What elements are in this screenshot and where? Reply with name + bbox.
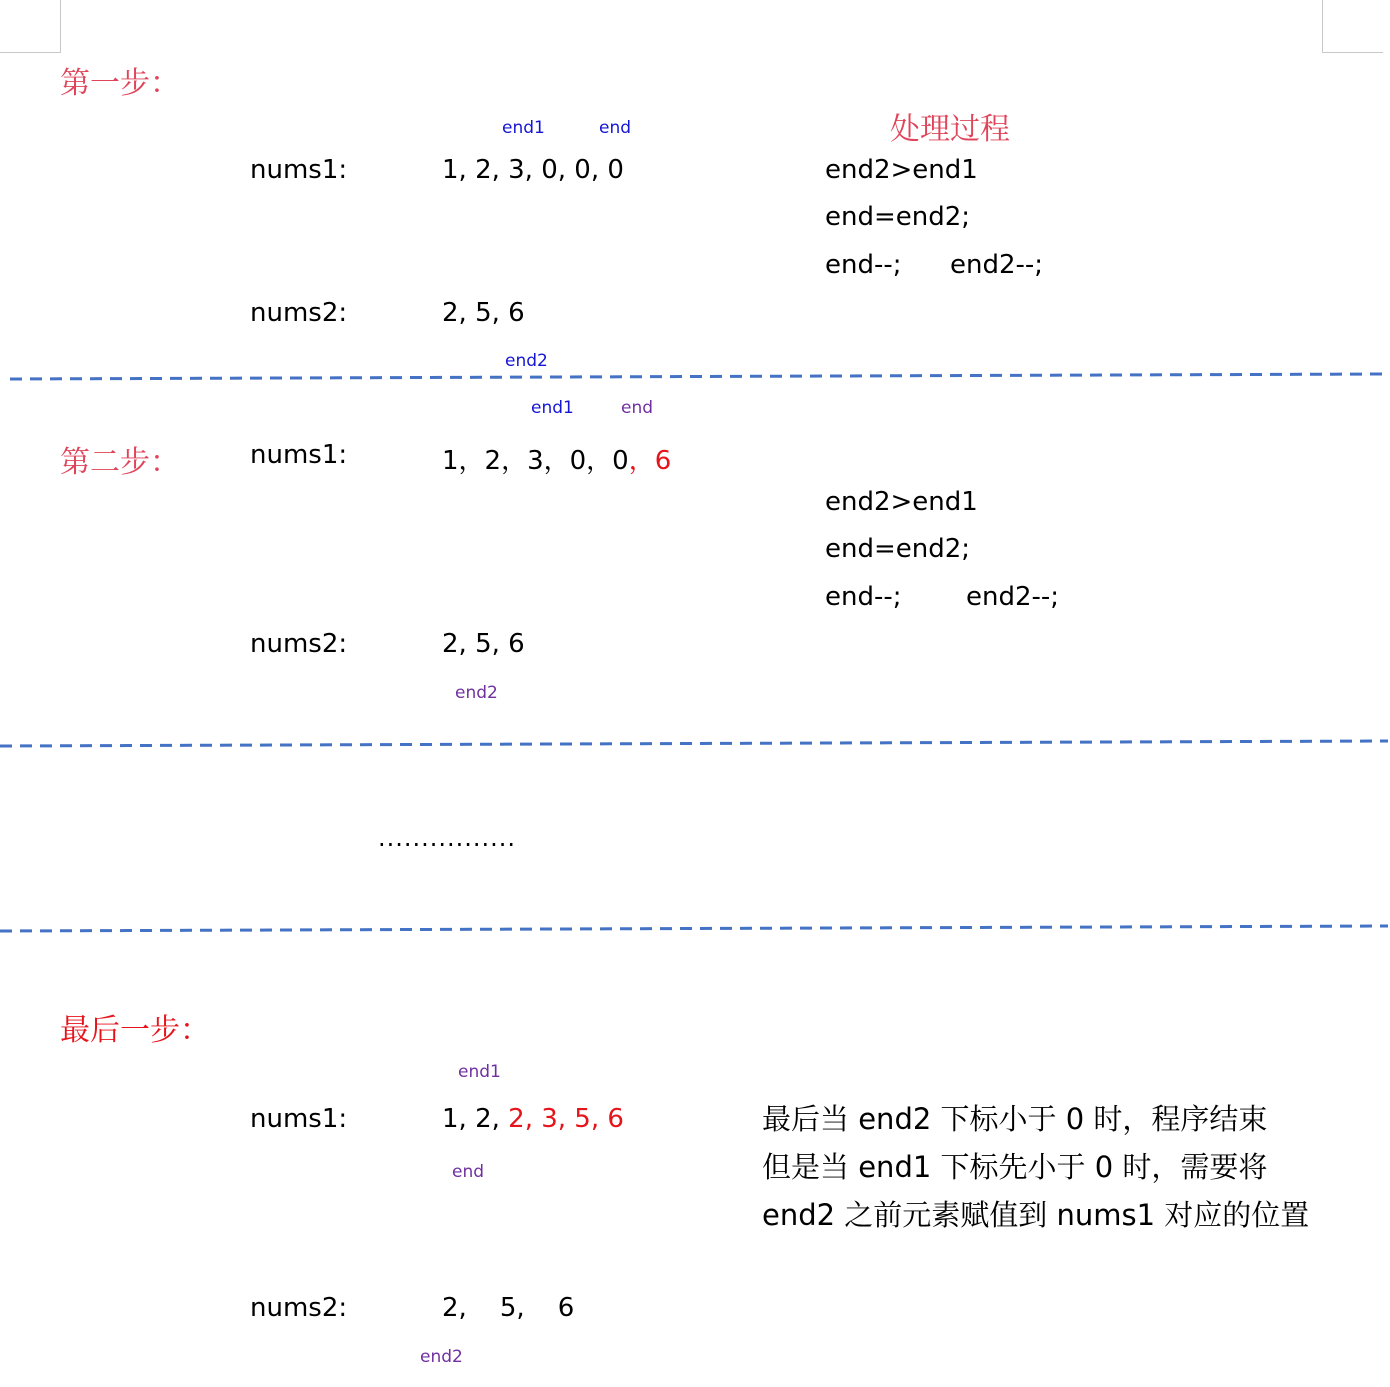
step2-nums1-plain: 1，2，3，0，0	[442, 446, 629, 476]
step2-code-line2: end=end2;	[825, 534, 971, 564]
step1-nums1-values: 1, 2, 3, 0, 0, 0	[442, 155, 624, 185]
step1-pointer-end1: end1	[502, 118, 545, 138]
final-nums2-values: 2, 5, 6	[442, 1293, 575, 1323]
process-title: 处理过程	[890, 112, 1010, 147]
final-note-line3: end2 之前元素赋值到 nums1 对应的位置	[762, 1198, 1310, 1232]
final-note-line1: 最后当 end2 下标小于 0 时，程序结束	[762, 1102, 1268, 1136]
step2-pointer-end: end	[621, 398, 654, 418]
step2-nums1-highlight: ，6	[628, 446, 672, 476]
final-step-title: 最后一步：	[60, 1013, 210, 1048]
final-pointer-end: end	[452, 1162, 485, 1182]
step2-nums1-label: nums1:	[250, 440, 348, 470]
separator-1	[10, 374, 1385, 379]
step1-pointer-end2: end2	[505, 351, 548, 371]
separator-3	[0, 926, 1388, 931]
final-nums2-label: nums2:	[250, 1293, 348, 1323]
step1-nums2-label: nums2:	[250, 298, 348, 328]
final-nums1-plain: 1, 2,	[442, 1104, 509, 1134]
separator-2	[0, 741, 1388, 746]
final-pointer-end1: end1	[458, 1062, 501, 1082]
final-nums1-label: nums1:	[250, 1104, 348, 1134]
step2-nums2-label: nums2:	[250, 629, 348, 659]
step2-pointer-end2: end2	[455, 683, 498, 703]
step2-code-line3b: end2--;	[966, 582, 1060, 612]
final-nums1-values	[442, 1104, 624, 1134]
final-note	[762, 1095, 1309, 1239]
step2-code-line3a: end--;	[825, 582, 902, 612]
step1-code-line3b: end2--;	[950, 250, 1044, 280]
step1-pointer-end: end	[599, 118, 632, 138]
step2-title: 第二步：	[60, 445, 180, 480]
step1-code-line3a: end--;	[825, 250, 902, 280]
step2-nums2-values: 2, 5, 6	[442, 629, 525, 659]
ellipsis: ................	[378, 824, 517, 852]
step2-code-line1: end2>end1	[825, 487, 978, 517]
step2-nums1-values	[442, 440, 671, 477]
final-nums1-highlight: 2, 3, 5, 6	[508, 1104, 624, 1134]
step1-code-line1: end2>end1	[825, 155, 978, 185]
step2-pointer-end1: end1	[531, 398, 574, 418]
step1-nums1-label: nums1:	[250, 155, 348, 185]
step1-code-line2: end=end2;	[825, 202, 971, 232]
step1-nums2-values: 2, 5, 6	[442, 298, 525, 328]
final-note-line2: 但是当 end1 下标先小于 0 时，需要将	[762, 1150, 1268, 1184]
final-pointer-end2: end2	[420, 1347, 463, 1367]
step1-title: 第一步：	[60, 66, 180, 101]
